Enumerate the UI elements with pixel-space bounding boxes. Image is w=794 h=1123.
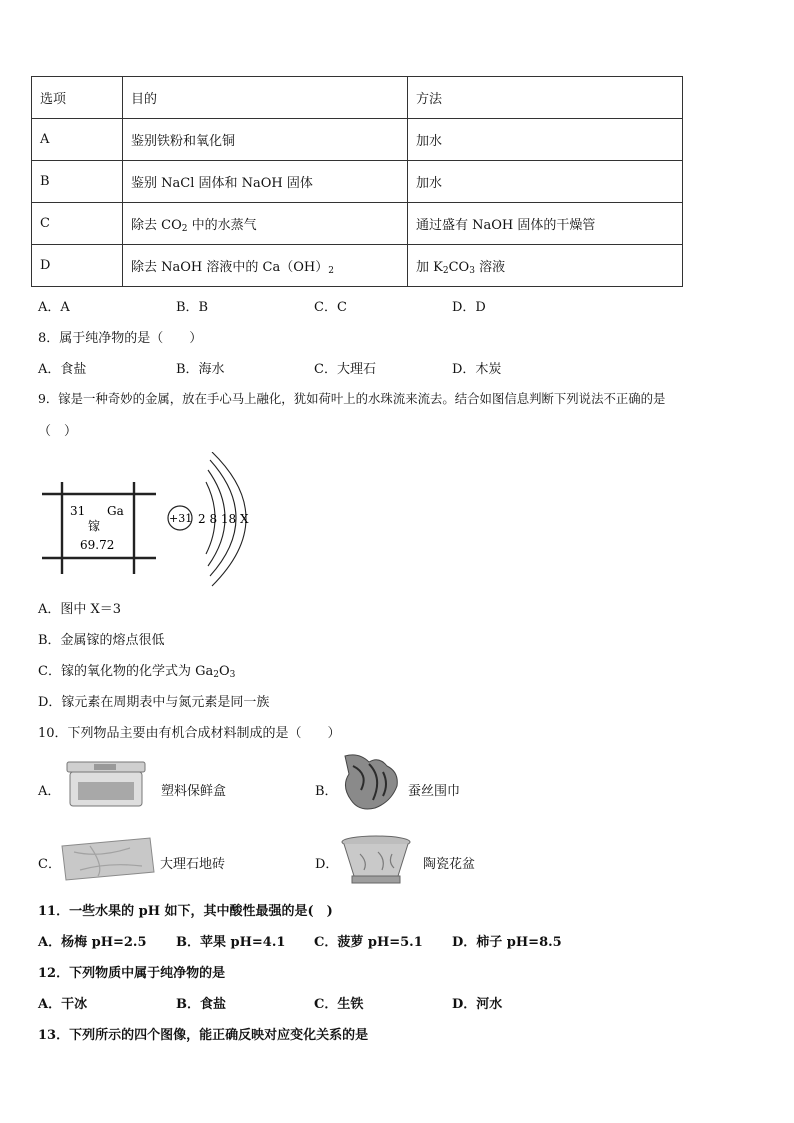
header-option: 选项 — [32, 77, 123, 119]
q10-choice-c-label[interactable]: 大理石地砖 — [160, 857, 226, 872]
q9-choice-d[interactable]: D．镓元素在周期表中与氮元素是同一族 — [38, 695, 270, 710]
q12-stem: 12．下列物质中属于纯净物的是 — [38, 966, 226, 981]
q11-stem: 11．一些水果的 pH 如下，其中酸性最强的是( ) — [38, 904, 333, 919]
q10-choice-b-letter[interactable]: B． — [315, 784, 338, 799]
q10-stem: 10．下列物品主要由有机合成材料制成的是（ ） — [38, 726, 341, 741]
q8-choice-a[interactable]: A．食盐 — [38, 362, 87, 377]
row-method: 加 $K_2CO_3$ 溶液 — [408, 245, 683, 287]
q12-choice-c[interactable]: C．生铁 — [314, 997, 364, 1012]
q7-choice-d[interactable]: D．D — [452, 300, 486, 315]
element-symbol: Ga — [107, 504, 124, 518]
table-row — [32, 119, 683, 161]
q12-choice-d[interactable]: D．河水 — [452, 997, 503, 1012]
gallium-element-svg — [38, 452, 268, 592]
q11-choice-d[interactable]: D．柿子 pH=8.5 — [452, 935, 562, 950]
q10-choice-d-letter[interactable]: D． — [315, 857, 339, 872]
q9-stem-paren: （ ） — [38, 424, 78, 439]
row-option: B — [32, 161, 123, 203]
q7-choice-b[interactable]: B．B — [176, 300, 209, 315]
header-purpose: 目的 — [123, 77, 408, 119]
table-row — [32, 161, 683, 203]
q11-choice-a[interactable]: A．杨梅 pH=2.5 — [38, 935, 147, 950]
q7-choice-a[interactable]: A．A — [38, 300, 70, 315]
q7-table — [31, 76, 683, 287]
table-header-row — [32, 77, 683, 119]
q7-choice-c[interactable]: C．C — [314, 300, 347, 315]
q8-choice-c[interactable]: C．大理石 — [314, 362, 376, 377]
q11-choice-c[interactable]: C．菠萝 pH=5.1 — [314, 935, 423, 950]
row-method: 通过盛有 NaOH 固体的干燥管 — [408, 203, 683, 245]
shell-electrons: 2 8 18 X — [198, 512, 249, 526]
gallium-diagram — [38, 452, 268, 592]
row-option: D — [32, 245, 123, 287]
q8-stem: 8．属于纯净物的是（ ） — [38, 331, 203, 346]
row-purpose: 鉴别铁粉和氧化铜 — [123, 119, 408, 161]
row-purpose: 鉴别 NaCl 固体和 NaOH 固体 — [123, 161, 408, 203]
q9-choice-a[interactable]: A．图中 X＝3 — [38, 602, 122, 617]
q10-choice-c-letter[interactable]: C． — [38, 857, 61, 872]
q9-choice-b[interactable]: B．金属镓的熔点很低 — [38, 633, 165, 648]
plastic-box-icon — [64, 758, 148, 810]
row-purpose: 除去 $CO_2$ 中的水蒸气 — [123, 203, 408, 245]
marble-tile-icon — [60, 836, 156, 882]
row-option: A — [32, 119, 123, 161]
row-purpose: 除去 NaOH 溶液中的 $Ca(OH)_2$ — [123, 245, 408, 287]
nucleus-charge: +31 — [169, 512, 193, 525]
q12-choice-b[interactable]: B．食盐 — [176, 997, 226, 1012]
header-method: 方法 — [408, 77, 683, 119]
row-method: 加水 — [408, 119, 683, 161]
row-option: C — [32, 203, 123, 245]
q10-choice-d-label[interactable]: 陶瓷花盆 — [423, 857, 476, 872]
table-row — [32, 245, 683, 287]
atomic-mass: 69.72 — [80, 538, 115, 552]
row-method: 加水 — [408, 161, 683, 203]
element-name: 镓 — [88, 519, 101, 533]
q9-choice-c[interactable]: C．镓的氧化物的化学式为 $Ga_2O_3$ — [38, 664, 236, 680]
q10-choice-a-label[interactable]: 塑料保鲜盒 — [161, 784, 227, 799]
q9-stem: 9．镓是一种奇妙的金属，放在手心马上融化，犹如荷叶上的水珠流来流去。结合如图信息判断下列说法不正确的是 — [38, 391, 666, 406]
q11-choice-b[interactable]: B．苹果 pH=4.1 — [176, 935, 286, 950]
q8-choice-b[interactable]: B．海水 — [176, 362, 225, 377]
q12-choice-a[interactable]: A．干冰 — [38, 997, 88, 1012]
table-row — [32, 203, 683, 245]
ceramic-pot-icon — [338, 834, 414, 886]
q10-choice-a-letter[interactable]: A． — [38, 784, 61, 799]
q10-choice-b-label[interactable]: 蚕丝围巾 — [408, 784, 461, 799]
q8-choice-d[interactable]: D．木炭 — [452, 362, 502, 377]
atomic-number: 31 — [70, 504, 86, 518]
silk-scarf-icon — [339, 752, 405, 814]
q13-stem: 13．下列所示的四个图像，能正确反映对应变化关系的是 — [38, 1028, 369, 1043]
